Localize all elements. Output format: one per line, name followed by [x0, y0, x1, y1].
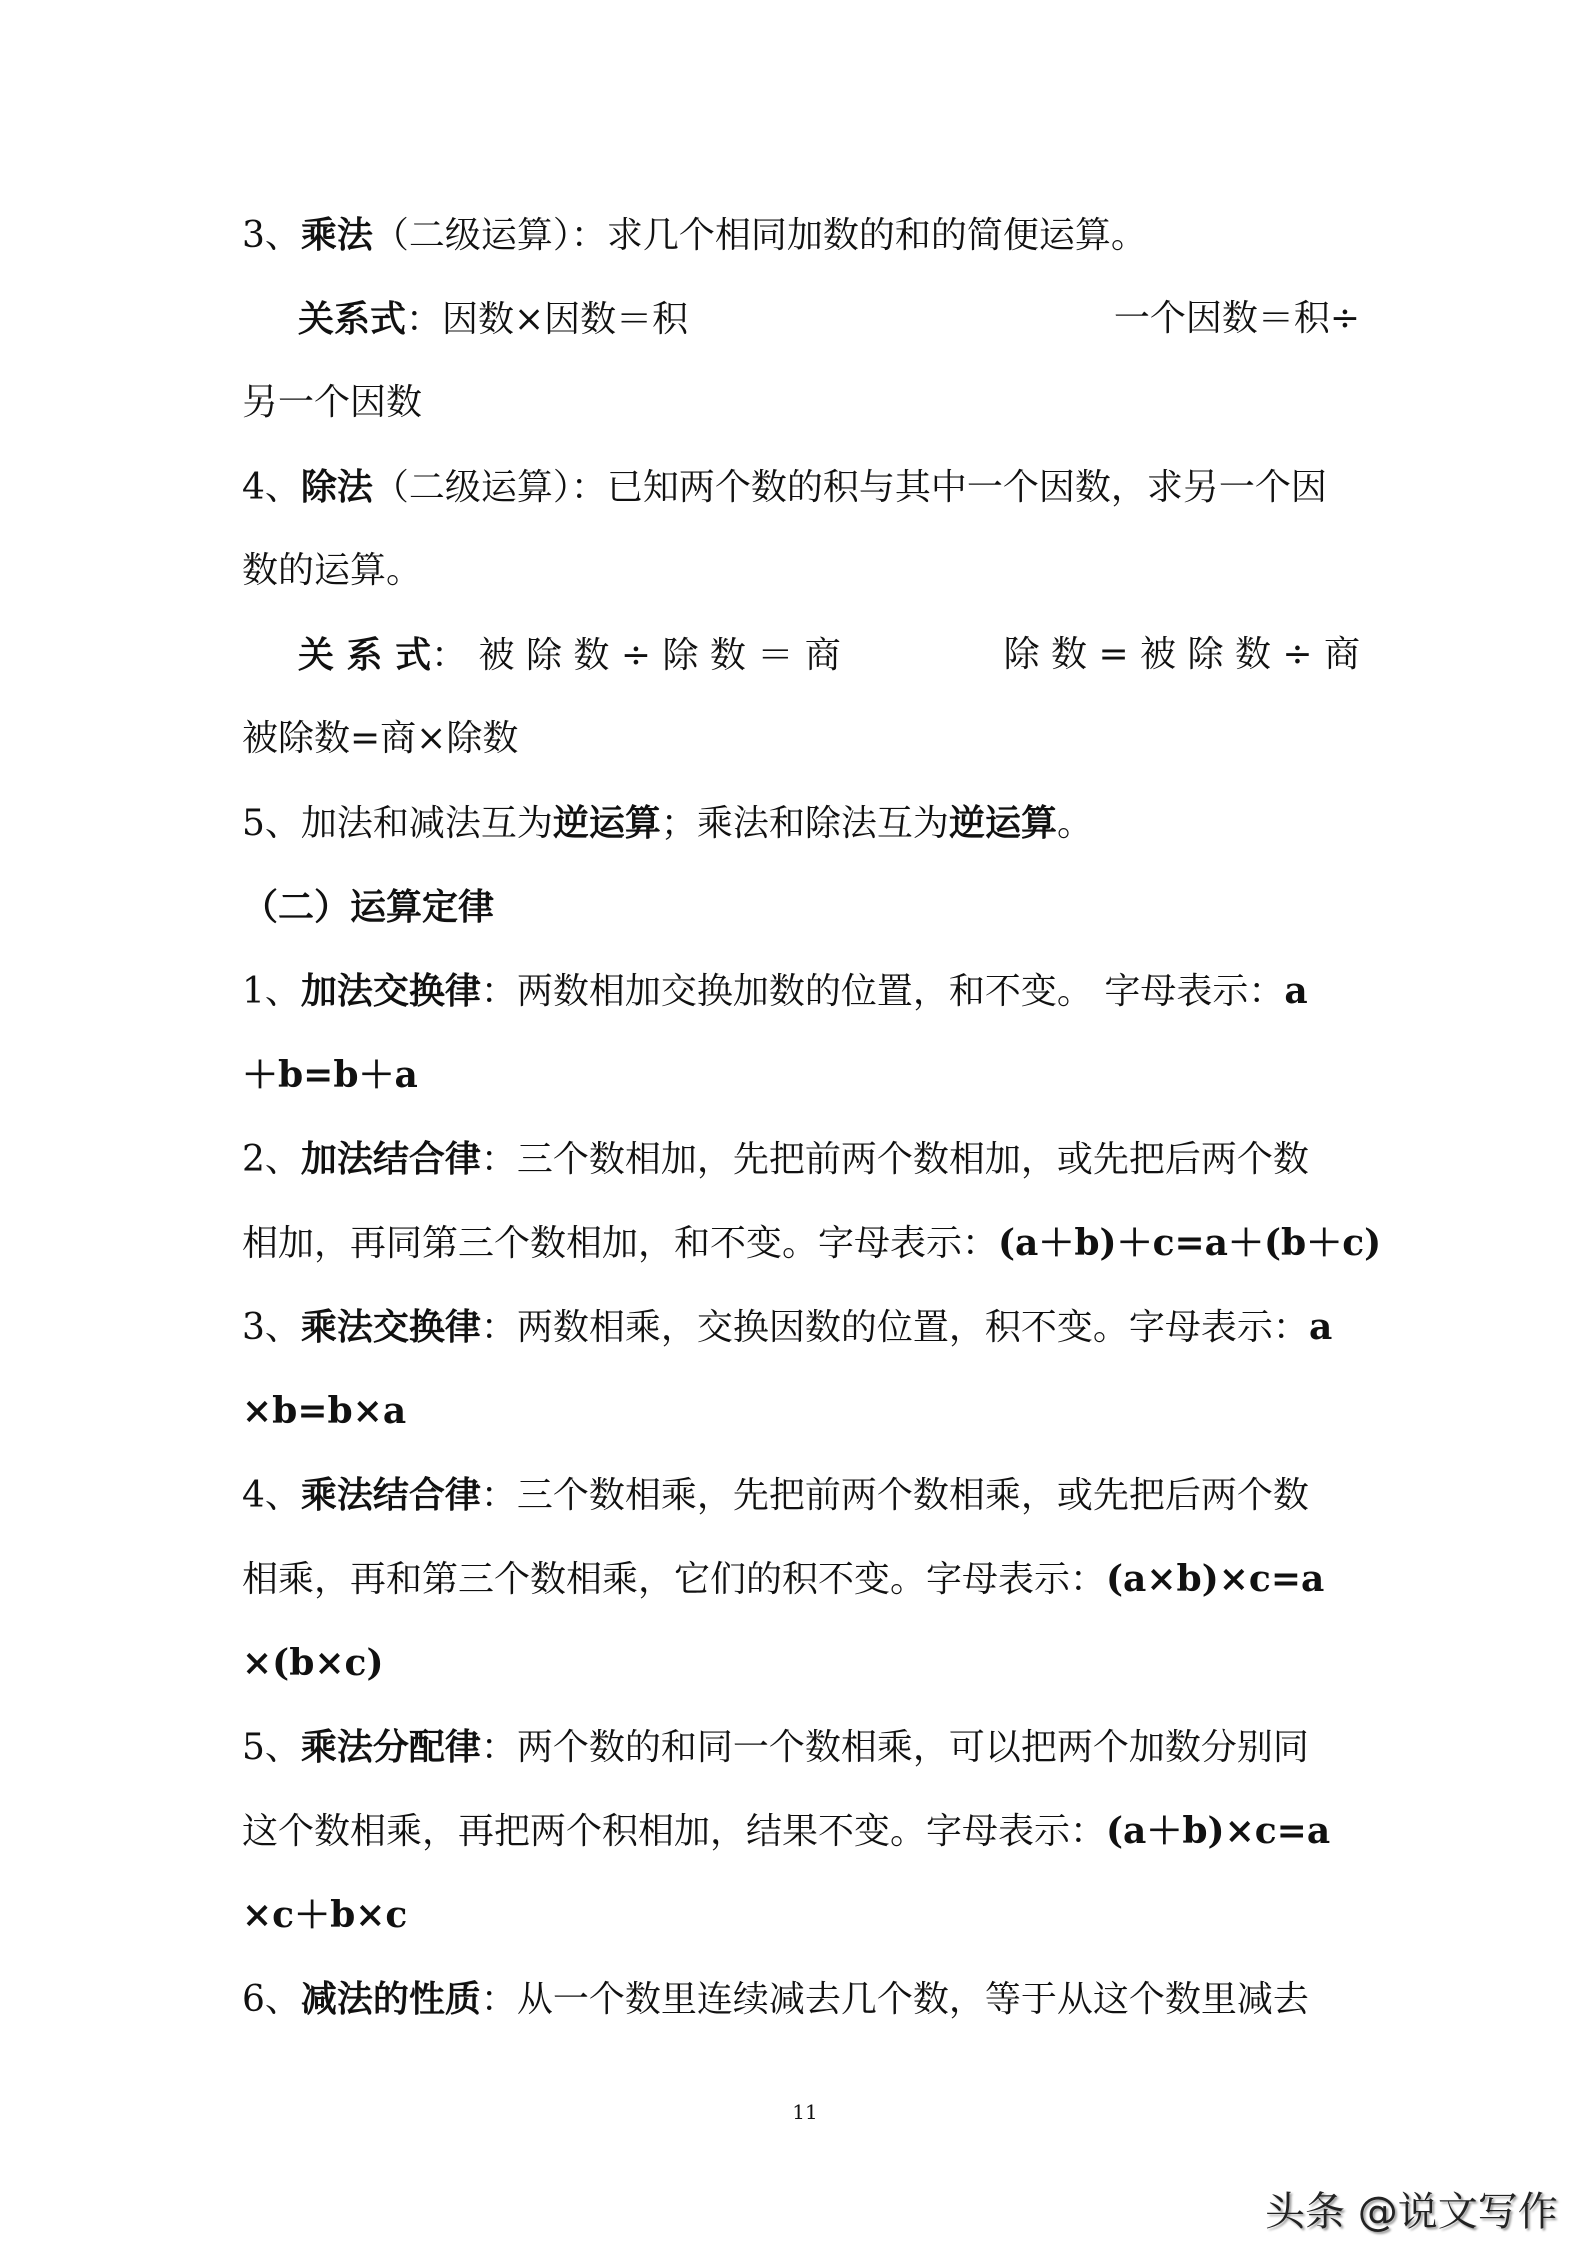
bold-term: 除法	[300, 466, 373, 508]
line-left	[298, 277, 688, 361]
text-run: ；乘法和除法互为	[660, 803, 949, 844]
text-line	[242, 1957, 1360, 2041]
text-run: ：两数相加交换加数的位置，和不变。 字母表示：	[480, 971, 1285, 1012]
text-line	[242, 613, 1360, 697]
text-run: （二级运算）：求几个相同加数的和的简便运算。	[372, 215, 1147, 256]
bold-term: a	[1284, 970, 1308, 1012]
text-run: 。	[1056, 803, 1093, 844]
text-line	[242, 193, 1360, 277]
text-run: ：两数相乘，交换因数的位置，积不变。字母表示：	[480, 1307, 1309, 1348]
text-run: ：三个数相加，先把前两个数相加，或先把后两个数	[480, 1139, 1309, 1180]
text-line	[242, 529, 1360, 613]
text-run: 相加，再同第三个数相加，和不变。字母表示：	[242, 1223, 999, 1264]
text-line	[242, 865, 1360, 949]
text-line	[242, 1285, 1360, 1369]
text-line	[242, 1537, 1360, 1621]
bold-term: 乘法分配律	[300, 1726, 481, 1768]
line-right	[1004, 613, 1360, 697]
text-run: 2、	[242, 1139, 301, 1180]
bold-term: 逆运算	[948, 802, 1057, 844]
bold-term: ＋b=b＋a	[242, 1054, 418, 1096]
text-run: 5、	[242, 1727, 301, 1768]
text-line	[242, 1789, 1360, 1873]
text-run: 5、加法和减法互为	[242, 803, 553, 844]
line-right	[1114, 277, 1360, 361]
text-run: 1、	[242, 971, 301, 1012]
line-left	[298, 613, 841, 697]
text-run: ：两个数的和同一个数相乘，可以把两个加数分别同	[480, 1727, 1309, 1768]
text-run: 3、	[242, 215, 301, 256]
bold-term: (a＋b)＋c=a＋(b＋c)	[998, 1222, 1382, 1264]
text-run: ：因数×因数＝积	[406, 299, 689, 340]
document-body	[242, 193, 1382, 2041]
text-run: 一个因数＝积÷	[1113, 298, 1360, 339]
text-run: 这个数相乘，再把两个积相加，结果不变。字母表示：	[242, 1811, 1107, 1852]
text-run: 6、	[242, 1979, 301, 2020]
bold-term: 关系式	[298, 298, 407, 340]
bold-term: 减法的性质	[300, 1978, 481, 2020]
text-line	[242, 949, 1360, 1033]
bold-term: （二）运算定律	[242, 886, 495, 928]
bold-term: 乘法结合律	[300, 1474, 481, 1516]
watermark: 头条 @说文写作	[1265, 2189, 1558, 2235]
text-run: 被除数=商×除数	[242, 718, 519, 759]
text-line	[242, 1369, 1360, 1453]
bold-term: 乘法交换律	[300, 1306, 481, 1348]
text-line	[242, 1033, 1360, 1117]
text-line	[242, 1201, 1382, 1285]
text-line	[242, 1117, 1360, 1201]
text-run: 相乘，再和第三个数相乘，它们的积不变。字母表示：	[242, 1559, 1107, 1600]
bold-term: 加法交换律	[300, 970, 481, 1012]
bold-term: ×c＋b×c	[242, 1894, 408, 1936]
text-run: （二级运算）：已知两个数的积与其中一个因数，求另一个因	[372, 467, 1327, 508]
text-line	[242, 361, 1360, 445]
text-line	[242, 1705, 1360, 1789]
bold-term: a	[1308, 1306, 1333, 1348]
bold-term: ×(b×c)	[242, 1642, 384, 1684]
bold-term: 关 系 式	[298, 634, 432, 676]
text-line	[242, 445, 1360, 529]
bold-term: (a＋b)×c=a	[1106, 1810, 1331, 1852]
text-run: ：三个数相乘，先把前两个数相乘，或先把后两个数	[480, 1475, 1309, 1516]
text-run: 数的运算。	[242, 550, 423, 591]
text-run: 除 数 = 被 除 数 ÷ 商	[1003, 634, 1360, 675]
text-line	[242, 1453, 1360, 1537]
bold-term: (a×b)×c=a	[1106, 1558, 1325, 1600]
text-line	[242, 781, 1360, 865]
text-line	[242, 277, 1360, 361]
text-line	[242, 1621, 1360, 1705]
text-run: 4、	[242, 467, 301, 508]
page-number: 11	[792, 2100, 818, 2124]
bold-term: 加法结合律	[300, 1138, 481, 1180]
text-run: 3、	[242, 1307, 301, 1348]
text-run: ： 被 除 数 ÷ 除 数 ＝ 商	[431, 635, 841, 676]
text-run: ：从一个数里连续减去几个数，等于从这个数里减去	[480, 1979, 1309, 2020]
text-line	[242, 1873, 1360, 1957]
text-line	[242, 697, 1360, 781]
text-run: 4、	[242, 1475, 301, 1516]
bold-term: ×b=b×a	[242, 1390, 407, 1432]
bold-term: 乘法	[300, 214, 373, 256]
text-run: 另一个因数	[242, 382, 423, 423]
bold-term: 逆运算	[552, 802, 661, 844]
